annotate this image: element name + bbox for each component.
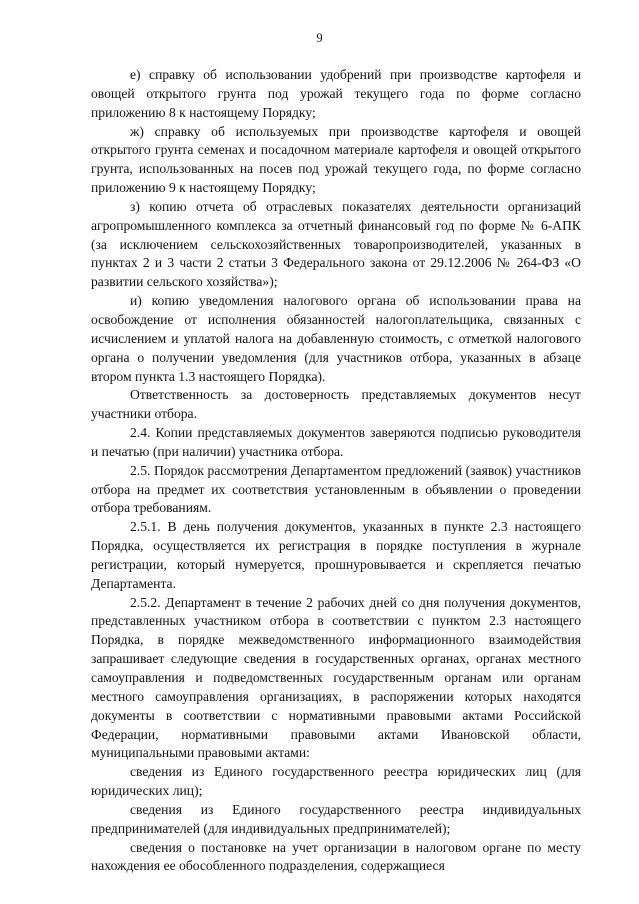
paragraph-2-5-1: 2.5.1. В день получения документов, указанных в пункте 2.3 настоящего Порядка, осуществляется их регистрация в порядке поступления в журнале регистрации, который нумеруется, прошнуровывается и скрепляется печатью Департамента.	[91, 519, 581, 591]
paragraph-responsibility: Ответственность за достоверность представляемых документов несут участники отбора.	[91, 387, 581, 422]
document-body	[91, 66, 581, 876]
paragraph-i-tax-notice: и) копию уведомления налогового органа об использовании права на освобождение от исполнения обязанностей налогоплательщика, связанных с исчислением и уплатой налога на добавленную стоимость, с отметкой налогового органа о получении уведомления (для участников отбора, указанных в абзаце втором пункта 1.3 настоящего Порядка).	[91, 293, 581, 384]
page-number: 9	[316, 31, 323, 45]
paragraph-z-6apk-report: з) копию отчета об отраслевых показателях деятельности организаций агропромышленного комплекса за отчетный финансовый год по форме № 6-АПК (за исключением сельскохозяйственных товаропроизводителей, указанных в пунктах 2 и 3 части 2 статьи 3 Федерального закона от 29.12.2006 № 264-ФЗ «О развитии сельского хозяйства»);	[91, 198, 581, 290]
paragraph-2-5-2: 2.5.2. Департамент в течение 2 рабочих дней со дня получения документов, представленных участником отбора в соответствии с пунктом 2.3 настоящего Порядка, в порядке межведомственного информационного взаимодействия запрашивает следующие сведения в государственных органах, органах местного самоуправления и подведомственных государственным органам или органам местного самоуправления организациях, в распоряжении которых находятся документы в соответствии с нормативными правовыми актами Российской Федерации, нормативными правовыми актами Ивановской области, муниципальными правовыми актами:	[91, 594, 581, 761]
paragraph-tax-registration: сведения о постановке на учет организации в налоговом органе по месту нахождения ее обособленного подразделения, содержащиеся	[91, 839, 581, 874]
paragraph-2-4: 2.4. Копии представляемых документов заверяются подписью руководителя и печатью (при наличии) участника отбора.	[91, 425, 581, 459]
paragraph-e-fertilizer-report: е) справку об использовании удобрений при производстве картофеля и овощей открытого грунта под урожай текущего года по форме согласно приложению 8 к настоящему Порядку;	[91, 67, 581, 120]
paragraph-2-5: 2.5. Порядок рассмотрения Департаментом предложений (заявок) участников отбора на предмет их соответствия установленным в объявлении о проведении отбора требованиям.	[91, 462, 581, 516]
paragraph-egrul: сведения из Единого государственного реестра юридических лиц (для юридических лиц);	[91, 764, 581, 799]
paragraph-zh-seed-report: ж) справку об используемых при производстве картофеля и овощей открытого грунта семенах и посадочном материале картофеля и овощей открытого грунта, использованных на посев под урожай текущего года, по форме согласно приложению 9 к настоящему Порядку;	[91, 123, 581, 196]
paragraph-egrip: сведения из Единого государственного реестра индивидуальных предпринимателей (для индивидуальных предпринимателей);	[91, 801, 581, 836]
